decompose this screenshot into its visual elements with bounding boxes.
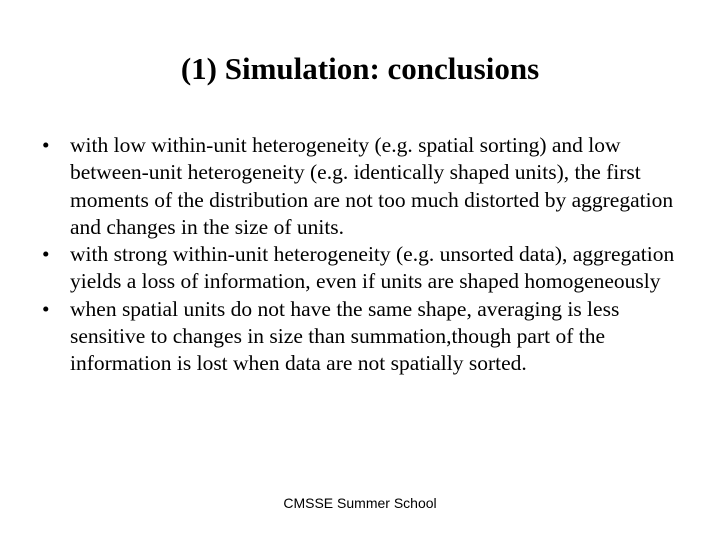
bullet-text: with strong within-unit heterogeneity (e.g. unsorted data), aggregation yields a loss of information, even if units are shaped homogeneously [70, 242, 675, 294]
bullet-item [42, 296, 692, 378]
bullet-marker: • [42, 242, 50, 267]
bullet-marker: • [42, 133, 50, 157]
bullet-list [42, 132, 692, 378]
bullet-item [42, 241, 692, 296]
bullet-text: with low within-unit heterogeneity (e.g. spatial sorting) and low between-unit heterogeneity (e.g. identically shaped units), the first moments of the distribution are not too much distorted by aggregation and changes in the size of units. [70, 133, 674, 239]
bullet-text: when spatial units do not have the same shape, averaging is less sensitive to changes in size than summation,though part of the information is lost when data are not spatially sorted. [70, 296, 620, 376]
slide-title: (1) Simulation: conclusions [180, 51, 540, 86]
bullet-item [42, 132, 692, 241]
slide-footer: CMSSE Summer School [283, 495, 437, 511]
bullet-marker: • [42, 296, 50, 321]
